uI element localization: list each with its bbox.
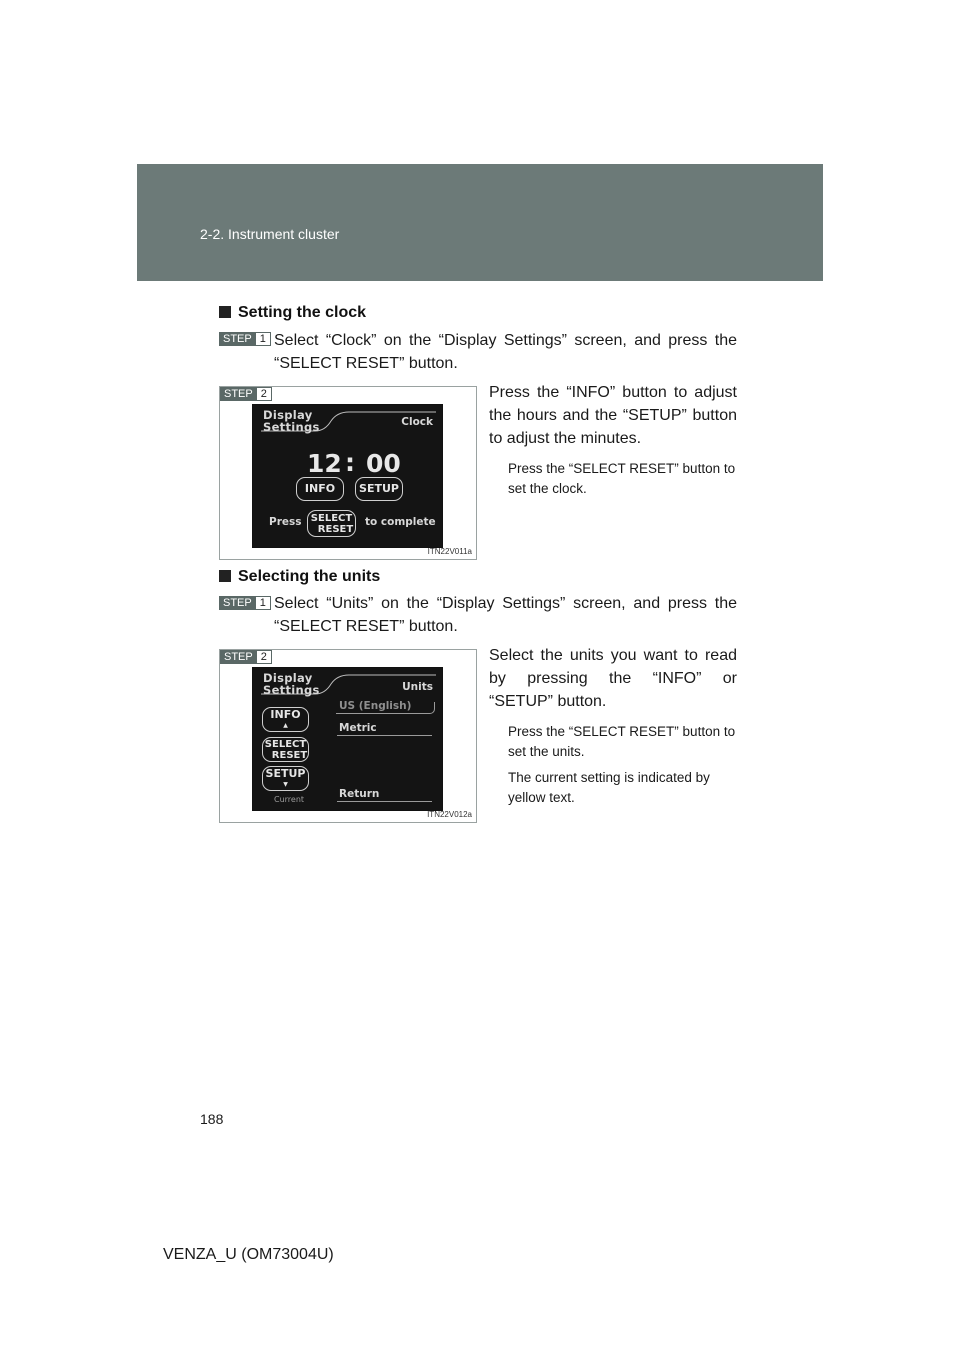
section-title-units: Selecting the units <box>219 568 380 586</box>
step2-note: Press the “SELECT RESET” button to set the clock. <box>508 461 736 496</box>
screen-title: Display Settings <box>263 671 320 697</box>
press-label: Press <box>269 516 302 528</box>
section-title-clock: Setting the clock <box>219 304 366 322</box>
option-us-english[interactable]: US (English) <box>336 702 435 714</box>
current-label: Current <box>274 795 305 804</box>
option-metric[interactable]: Metric <box>337 723 432 736</box>
info-button[interactable]: INFO <box>296 477 344 501</box>
to-complete-label: to complete <box>365 516 436 528</box>
up-arrow-icon: ▲ <box>283 722 288 729</box>
step2-note-1: Press the “SELECT RESET” button to set the units. <box>508 724 736 759</box>
breadcrumb: 2-2. Instrument cluster <box>200 226 340 242</box>
select-reset-button[interactable]: SELECT RESET <box>262 737 309 762</box>
square-bullet-icon <box>219 306 231 318</box>
step-badge-2: STEP 2 <box>220 650 272 664</box>
units-figure <box>219 649 477 823</box>
down-arrow-icon: ▼ <box>283 781 288 788</box>
square-bullet-icon <box>219 570 231 582</box>
header-band <box>137 164 823 281</box>
info-button[interactable]: INFO ▲ <box>262 707 309 732</box>
page-number: 188 <box>200 1111 224 1127</box>
step-badge-1: STEP 1 <box>219 596 271 610</box>
clock-figure <box>219 386 477 560</box>
minutes-value: 00 <box>366 449 401 478</box>
step1-text: Select “Units” on the “Display Settings” screen, and press the “SELECT RESET” button. <box>274 595 737 635</box>
setup-button[interactable]: SETUP ▼ <box>262 766 309 791</box>
colon: : <box>345 448 355 477</box>
step2-note-2: The current setting is indicated by yellow text. <box>508 770 710 805</box>
screen-title: Display Settings <box>263 408 320 434</box>
step1-text: Select “Clock” on the “Display Settings” screen, and press the “SELECT RESET” button. <box>274 332 737 372</box>
screen-label-clock: Clock <box>401 416 433 428</box>
units-display-screen <box>252 667 443 811</box>
step-badge-1: STEP 1 <box>219 332 271 346</box>
select-reset-button[interactable]: SELECT RESET <box>307 510 356 537</box>
clock-display-screen <box>252 404 443 548</box>
document-id: VENZA_U (OM73004U) <box>163 1246 334 1263</box>
hours-value: 12 <box>307 449 342 478</box>
setup-button[interactable]: SETUP <box>355 477 403 501</box>
figure-code: ITN22V011a <box>427 547 472 556</box>
screen-label-units: Units <box>402 681 433 693</box>
step-badge-2: STEP 2 <box>220 387 272 401</box>
figure-code: ITN22V012a <box>427 810 472 819</box>
option-return[interactable]: Return <box>337 789 432 802</box>
step2-text: Select the units you want to read by pressing the “INFO” or “SETUP” button. <box>489 647 737 710</box>
step2-text: Press the “INFO” button to adjust the hours and the “SETUP” button to adjust the minutes. <box>489 384 737 447</box>
